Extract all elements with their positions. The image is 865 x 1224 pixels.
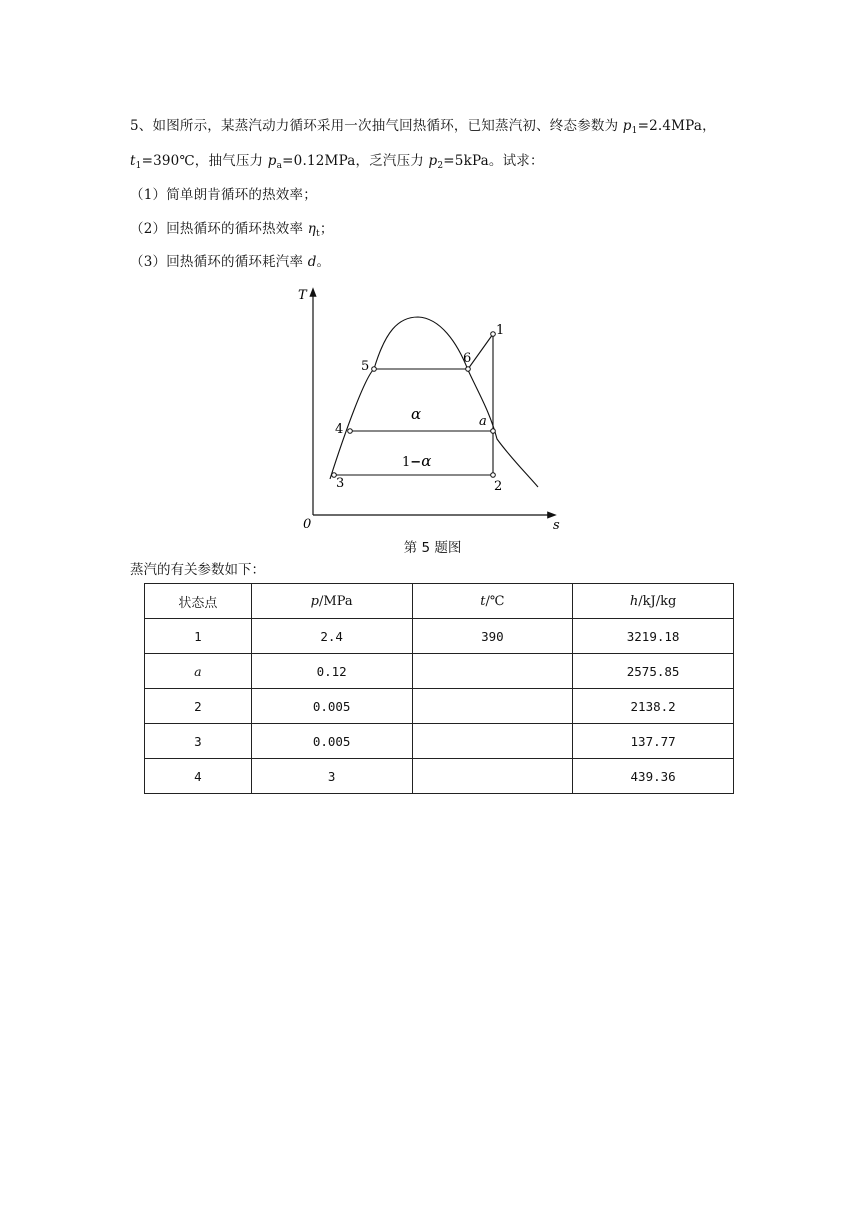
- pa-symbol: p: [267, 153, 277, 169]
- question-3: [130, 250, 330, 270]
- question-2-text: （2）回热循环的循环热效率: [130, 221, 308, 237]
- origin-label: 0: [303, 517, 312, 532]
- p2-symbol: p: [428, 153, 438, 169]
- header-p-symbol: p: [310, 593, 319, 609]
- pa-subscript: a: [276, 161, 283, 171]
- steam-parameters-table: [144, 583, 734, 794]
- table-intro: 蒸汽的有关参数如下：: [130, 562, 265, 578]
- one-minus-alpha-num: 1: [402, 455, 411, 470]
- cell-temperature: [412, 724, 573, 759]
- header-pressure: [251, 584, 412, 619]
- question-1: [130, 183, 317, 203]
- point-4: [348, 429, 353, 434]
- header-h-symbol: h: [629, 593, 639, 609]
- question-2: [130, 217, 334, 239]
- cell-temperature: [412, 654, 573, 689]
- cell-enthalpy: 2575.85: [573, 654, 734, 689]
- p2-subscript: 2: [437, 161, 444, 171]
- label-2: 2: [494, 479, 503, 494]
- label-5: 5: [361, 359, 370, 374]
- problem-text: 5、如图所示，某蒸汽动力循环采用一次抽气回热循环，已知蒸汽初、终态参数为: [130, 118, 623, 134]
- question-2-end: ；: [319, 221, 334, 237]
- cell-enthalpy: 439.36: [573, 759, 734, 794]
- question-3-text: （3）回热循环的循环耗汽率: [130, 254, 308, 270]
- cell-state: 3: [145, 724, 252, 759]
- point-a: [491, 429, 496, 434]
- cell-pressure: 0.005: [251, 724, 412, 759]
- table-row: [145, 619, 734, 654]
- s-axis-label: s: [553, 518, 560, 533]
- cell-state: 1: [145, 619, 252, 654]
- saturation-dome: [330, 317, 538, 487]
- header-temperature: [412, 584, 573, 619]
- p-symbol: p: [622, 118, 632, 134]
- line-6-1: [468, 334, 493, 369]
- t1-subscript: 1: [135, 161, 142, 171]
- question-3-end: 。: [316, 254, 331, 270]
- figure-caption: 第 5 题图: [403, 540, 462, 556]
- point-2: [491, 473, 496, 478]
- cell-temperature: 390: [412, 619, 573, 654]
- ts-diagram: [290, 282, 580, 534]
- cell-pressure: 0.005: [251, 689, 412, 724]
- table-row: [145, 689, 734, 724]
- cell-temperature: [412, 759, 573, 794]
- one-minus-alpha-sym: α: [421, 452, 432, 470]
- cell-pressure: 2.4: [251, 619, 412, 654]
- one-minus-alpha-op: −: [410, 455, 422, 470]
- p1-value: =2.4MPa，: [637, 118, 716, 134]
- table-row: [145, 654, 734, 689]
- label-6: 6: [463, 351, 472, 366]
- cell-enthalpy: 3219.18: [573, 619, 734, 654]
- label-1: 1: [496, 323, 505, 338]
- eta-subscript: t: [315, 229, 320, 239]
- label-one-minus-alpha: [402, 452, 431, 470]
- question-1-text: （1）简单朗肯循环的热效率；: [130, 187, 317, 203]
- p1-subscript: 1: [631, 126, 638, 136]
- cell-pressure: 0.12: [251, 654, 412, 689]
- d-symbol: d: [307, 254, 317, 270]
- p2-value: =5kPa。试求：: [443, 153, 544, 169]
- table-header-row: [145, 584, 734, 619]
- point-6: [466, 367, 471, 372]
- table-row: [145, 724, 734, 759]
- label-3: 3: [336, 476, 345, 491]
- cell-enthalpy: 2138.2: [573, 689, 734, 724]
- pa-value: =0.12MPa，乏汽压力: [282, 153, 429, 169]
- header-p-unit: /MPa: [319, 593, 353, 609]
- label-alpha: α: [411, 405, 422, 423]
- cell-temperature: [412, 689, 573, 724]
- cell-enthalpy: 137.77: [573, 724, 734, 759]
- table-row: [145, 759, 734, 794]
- cell-state: 4: [145, 759, 252, 794]
- cell-pressure: 3: [251, 759, 412, 794]
- cell-state: a: [145, 654, 252, 689]
- t-axis-label: T: [298, 288, 307, 303]
- t-symbol: t: [130, 153, 136, 169]
- header-enthalpy: [573, 584, 734, 619]
- point-5: [372, 367, 377, 372]
- cell-state: 2: [145, 689, 252, 724]
- point-1: [491, 332, 496, 337]
- label-4: 4: [335, 422, 344, 437]
- t1-value: =390℃，抽气压力: [141, 153, 268, 169]
- header-state: 状态点: [145, 584, 252, 619]
- label-a: a: [479, 414, 487, 429]
- problem-line-1: [130, 114, 716, 136]
- header-h-unit: /kJ/kg: [638, 593, 677, 609]
- header-t-symbol: t: [480, 593, 486, 609]
- header-t-unit: /℃: [485, 593, 505, 609]
- problem-line-2: [130, 149, 544, 171]
- eta-symbol: η: [307, 221, 316, 237]
